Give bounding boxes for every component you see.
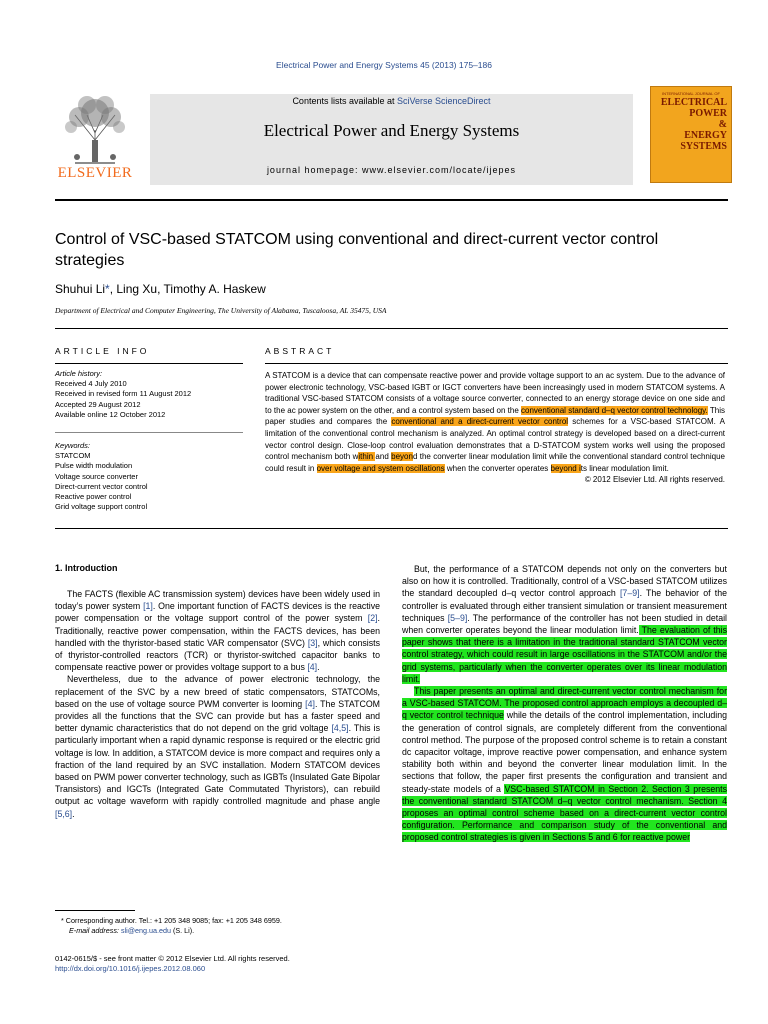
text: , which consists of thyristor-controlled reactors (TCR) or thyristor-switched capacitor banks to compensate reactive power or provides voltage support to a bus xyxy=(55,637,380,673)
text: Nevertheless, due to the advance of power electronic technology, the replacement of the SVC by a new breed of static compensators, STATCOMs, based on the use of voltage source PWM converter is looming xyxy=(55,674,380,709)
title-rule xyxy=(55,328,728,329)
cover-line: POWER xyxy=(689,108,727,119)
abstract-text: This paper studies and compares the xyxy=(265,405,725,427)
keyword: STATCOM xyxy=(55,451,91,461)
reference-link[interactable]: [7–9] xyxy=(619,588,640,599)
history-item: Accepted 29 August 2012 xyxy=(55,399,141,409)
highlight-orange[interactable]: ithin xyxy=(358,452,376,462)
paragraph xyxy=(402,685,727,844)
history-label: Article history: xyxy=(55,369,103,378)
text: . One important function of FACTS devices is the reactive power compensation or the voltage support control of the power system xyxy=(55,601,380,624)
email-suffix: (S. Li). xyxy=(171,926,195,935)
keyword: Grid voltage support control xyxy=(55,502,148,512)
journal-citation[interactable]: Electrical Power and Energy Systems 45 (2013) 175–186 xyxy=(276,60,492,70)
keyword: Direct-current vector control xyxy=(55,481,148,491)
left-column xyxy=(55,588,380,820)
abstract-bottom-rule xyxy=(55,528,728,529)
reference-link[interactable]: [5,6] xyxy=(55,808,73,819)
text: . xyxy=(317,662,320,673)
text: . The performance of the controller has not been studied in detail when converter operates beyond the linear modulation limit. xyxy=(402,612,728,636)
author-first: Shuhui Li xyxy=(55,282,106,296)
keywords-label: Keywords: xyxy=(55,441,91,450)
email-label: E-mail address: xyxy=(69,926,121,935)
highlight-orange[interactable]: conventional standard d–q vector control technology. xyxy=(521,405,708,415)
section-heading-introduction: 1. Introduction xyxy=(55,563,118,573)
contents-line xyxy=(150,96,633,106)
paragraph xyxy=(55,588,380,673)
text: But, the performance of a STATCOM depends not only on the converters but also on how it is controlled. Traditionally, control of a VSC-based STATCOM utilizes the standard decoupled d–q vector control approach xyxy=(402,564,727,599)
footnote xyxy=(55,916,385,936)
copyright: © 2012 Elsevier Ltd. All rights reserved. xyxy=(584,475,725,485)
abstract-text: when the converter operates xyxy=(444,463,551,473)
abstract-text: schemes for a VSC-based STATCOM. A limitation of the conventional control mechanism is analyzed. An optimal control strategy is developed based on a direct-current vector control design. Close-loop control evaluation demonstrates that a D-STATCOM system works well using the proposed control mechanism both w xyxy=(265,417,725,462)
reference-link[interactable]: [2] xyxy=(367,613,378,624)
text: . xyxy=(72,808,75,819)
reference-link[interactable]: [1] xyxy=(143,601,153,612)
article-history xyxy=(55,369,245,420)
abstract-heading: ABSTRACT xyxy=(265,346,335,356)
paragraph xyxy=(402,563,727,685)
highlight-orange[interactable]: beyon xyxy=(391,452,413,462)
contents-prefix: Contents lists available at xyxy=(292,96,397,106)
cover-small-text: INTERNATIONAL JOURNAL OF xyxy=(662,91,720,96)
cover-title xyxy=(655,97,727,152)
sciencedirect-link[interactable]: SciVerse ScienceDirect xyxy=(397,96,491,106)
abstract-rule xyxy=(265,363,728,364)
elsevier-logo[interactable] xyxy=(55,85,135,185)
cover-line: ENERGY xyxy=(684,130,727,141)
doi-link[interactable]: http://dx.doi.org/10.1016/j.ijepes.2012.08.060 xyxy=(55,964,206,973)
email-line xyxy=(55,926,385,936)
right-column xyxy=(402,563,727,844)
reference-link[interactable]: [4,5] xyxy=(331,723,349,734)
text: . This is particularly important when a rapid dynamic response is required or the electric grid voltage is low. In addition, a STATCOM device is more compact and requires only a fraction of the land required by an SVC installation. Modern STATCOM devices based on PWM power converter technology, such as IGBTs (Insulated Gate Bipolar Transistors) and IGCTs (Integrated Gate Commutated Thyristors), can rebuild output ac voltage waveform with rapidly controlled magnitude and phase angle xyxy=(55,723,380,807)
article-info-heading: ARTICLE INFO xyxy=(55,346,150,356)
abstract-text: d the converter linear modulation limit while the conventional standard control technique could result in xyxy=(265,452,725,473)
abstract-text: ts linear modulation limit. xyxy=(580,463,669,473)
journal-name: Electrical Power and Energy Systems xyxy=(263,121,520,140)
highlight-green[interactable]: VSC-based STATCOM in Section 2. Section 3 presents the conventional standard STATCOM d–q vector control mechanism. Section 4 proposes an optimal control scheme based on a direct-current vector control configuration. Performance and comparison study of the conventional and proposed control strategies is given in Sections 5 and 6 for reactive power xyxy=(402,783,727,843)
authors-rest: , Ling Xu, Timothy A. Haskew xyxy=(109,282,266,296)
keywords-rule xyxy=(55,432,243,433)
history-item: Received 4 July 2010 xyxy=(55,379,127,389)
reference-link[interactable]: [4] xyxy=(305,698,315,709)
keywords xyxy=(55,441,245,512)
elsevier-wordmark: ELSEVIER xyxy=(57,165,133,181)
text: while the details of the control implementation, including the generation of control signals, are completely different from the conventional control method. The purpose of the proposed control scheme is to retain a constant dc capacitor voltage, improve reactive power compensation, and enhance system stability both within and beyond the converter linear modulation limit. In the sections that follow, the paper first presents the configuration and transient and steady-state models of a xyxy=(402,710,727,794)
header-rule xyxy=(55,199,728,201)
abstract-body xyxy=(265,370,725,486)
footnote-rule xyxy=(55,910,135,911)
history-item: Received in revised form 11 August 2012 xyxy=(55,389,192,399)
history-item: Available online 12 October 2012 xyxy=(55,409,166,419)
reference-link[interactable]: [4] xyxy=(307,662,318,673)
front-matter xyxy=(55,954,290,974)
highlight-orange[interactable]: over voltage and system oscillations xyxy=(316,463,445,473)
text: The FACTS (flexible AC transmission system) devices have been widely used in today’s power system xyxy=(55,589,380,612)
article-title: Control of VSC-based STATCOM using conventional and direct-current vector control strategies xyxy=(55,231,659,269)
keyword: Reactive power control xyxy=(55,492,132,502)
journal-homepage[interactable]: journal homepage: www.elsevier.com/locate/ijepes xyxy=(266,165,517,175)
reference-link[interactable]: [5–9] xyxy=(447,612,468,623)
text: . The STATCOM provides all the functions that the SVC can provide but has a faster speed and better dynamic characteristics that do not depend on the grid voltage xyxy=(55,698,380,734)
text: . The behavior of the controller is evaluated through either transient simulation or transient measurement techniques xyxy=(402,588,728,623)
highlight-green[interactable]: The evaluation of this paper shows that there is a limitation in the traditional standard STATCOM vector control strategy, which could result in large oscillations in the STATCOM and/or the grid systems, particularly when the converter operates over its linear modulation limit. xyxy=(402,625,727,684)
highlight-orange[interactable]: conventional and a direct-current vector control xyxy=(391,417,569,427)
corresponding-author-note: * Corresponding author. Tel.: +1 205 348 9085; fax: +1 205 348 6959. xyxy=(61,916,282,925)
abstract-text: A STATCOM is a device that can compensate reactive power and provide voltage support to an ac system. Due to the advance of power electronic technology, VSC-based IGBT or IGCT converters have been increasingly used in modern STATCOM systems. A traditional VSC-based STATCOM consists of a voltage source converter, connected to an energy storage device on one side and to the ac power system on the other, and a control system based on the xyxy=(265,371,725,415)
highlight-green[interactable]: This paper presents an optimal and direct-current vector control mechanism for a VSC-based STATCOM. The proposed control approach employs a decoupled d–q vector control technique xyxy=(402,686,727,721)
cover-line: ELECTRICAL xyxy=(660,97,727,108)
email-link[interactable]: sli@eng.ua.edu xyxy=(120,926,171,935)
keyword: Pulse width modulation xyxy=(55,461,133,471)
article-info-rule xyxy=(55,363,243,364)
article-authors xyxy=(55,282,266,296)
reference-link[interactable]: [3] xyxy=(307,637,318,648)
highlight-orange[interactable]: beyond i xyxy=(550,463,581,473)
cover-line: & xyxy=(718,119,727,130)
text: . Traditionally, reactive power compensation, within the FACTS devices, has been handled with the thyristor-based static VAR compensator (SVC) xyxy=(55,613,380,648)
affiliation: Department of Electrical and Computer Engineering, The University of Alabama, Tuscaloosa, AL 35475, USA xyxy=(55,306,387,315)
cover-line: SYSTEMS xyxy=(680,141,727,152)
keyword: Voltage source converter xyxy=(55,471,138,481)
abstract-text: and xyxy=(375,452,392,462)
paragraph xyxy=(55,673,380,819)
corresponding-author-star[interactable]: * xyxy=(105,282,110,296)
issn-line: 0142-0615/$ - see front matter © 2012 Elsevier Ltd. All rights reserved. xyxy=(55,954,290,963)
journal-cover-thumbnail[interactable] xyxy=(650,86,732,183)
